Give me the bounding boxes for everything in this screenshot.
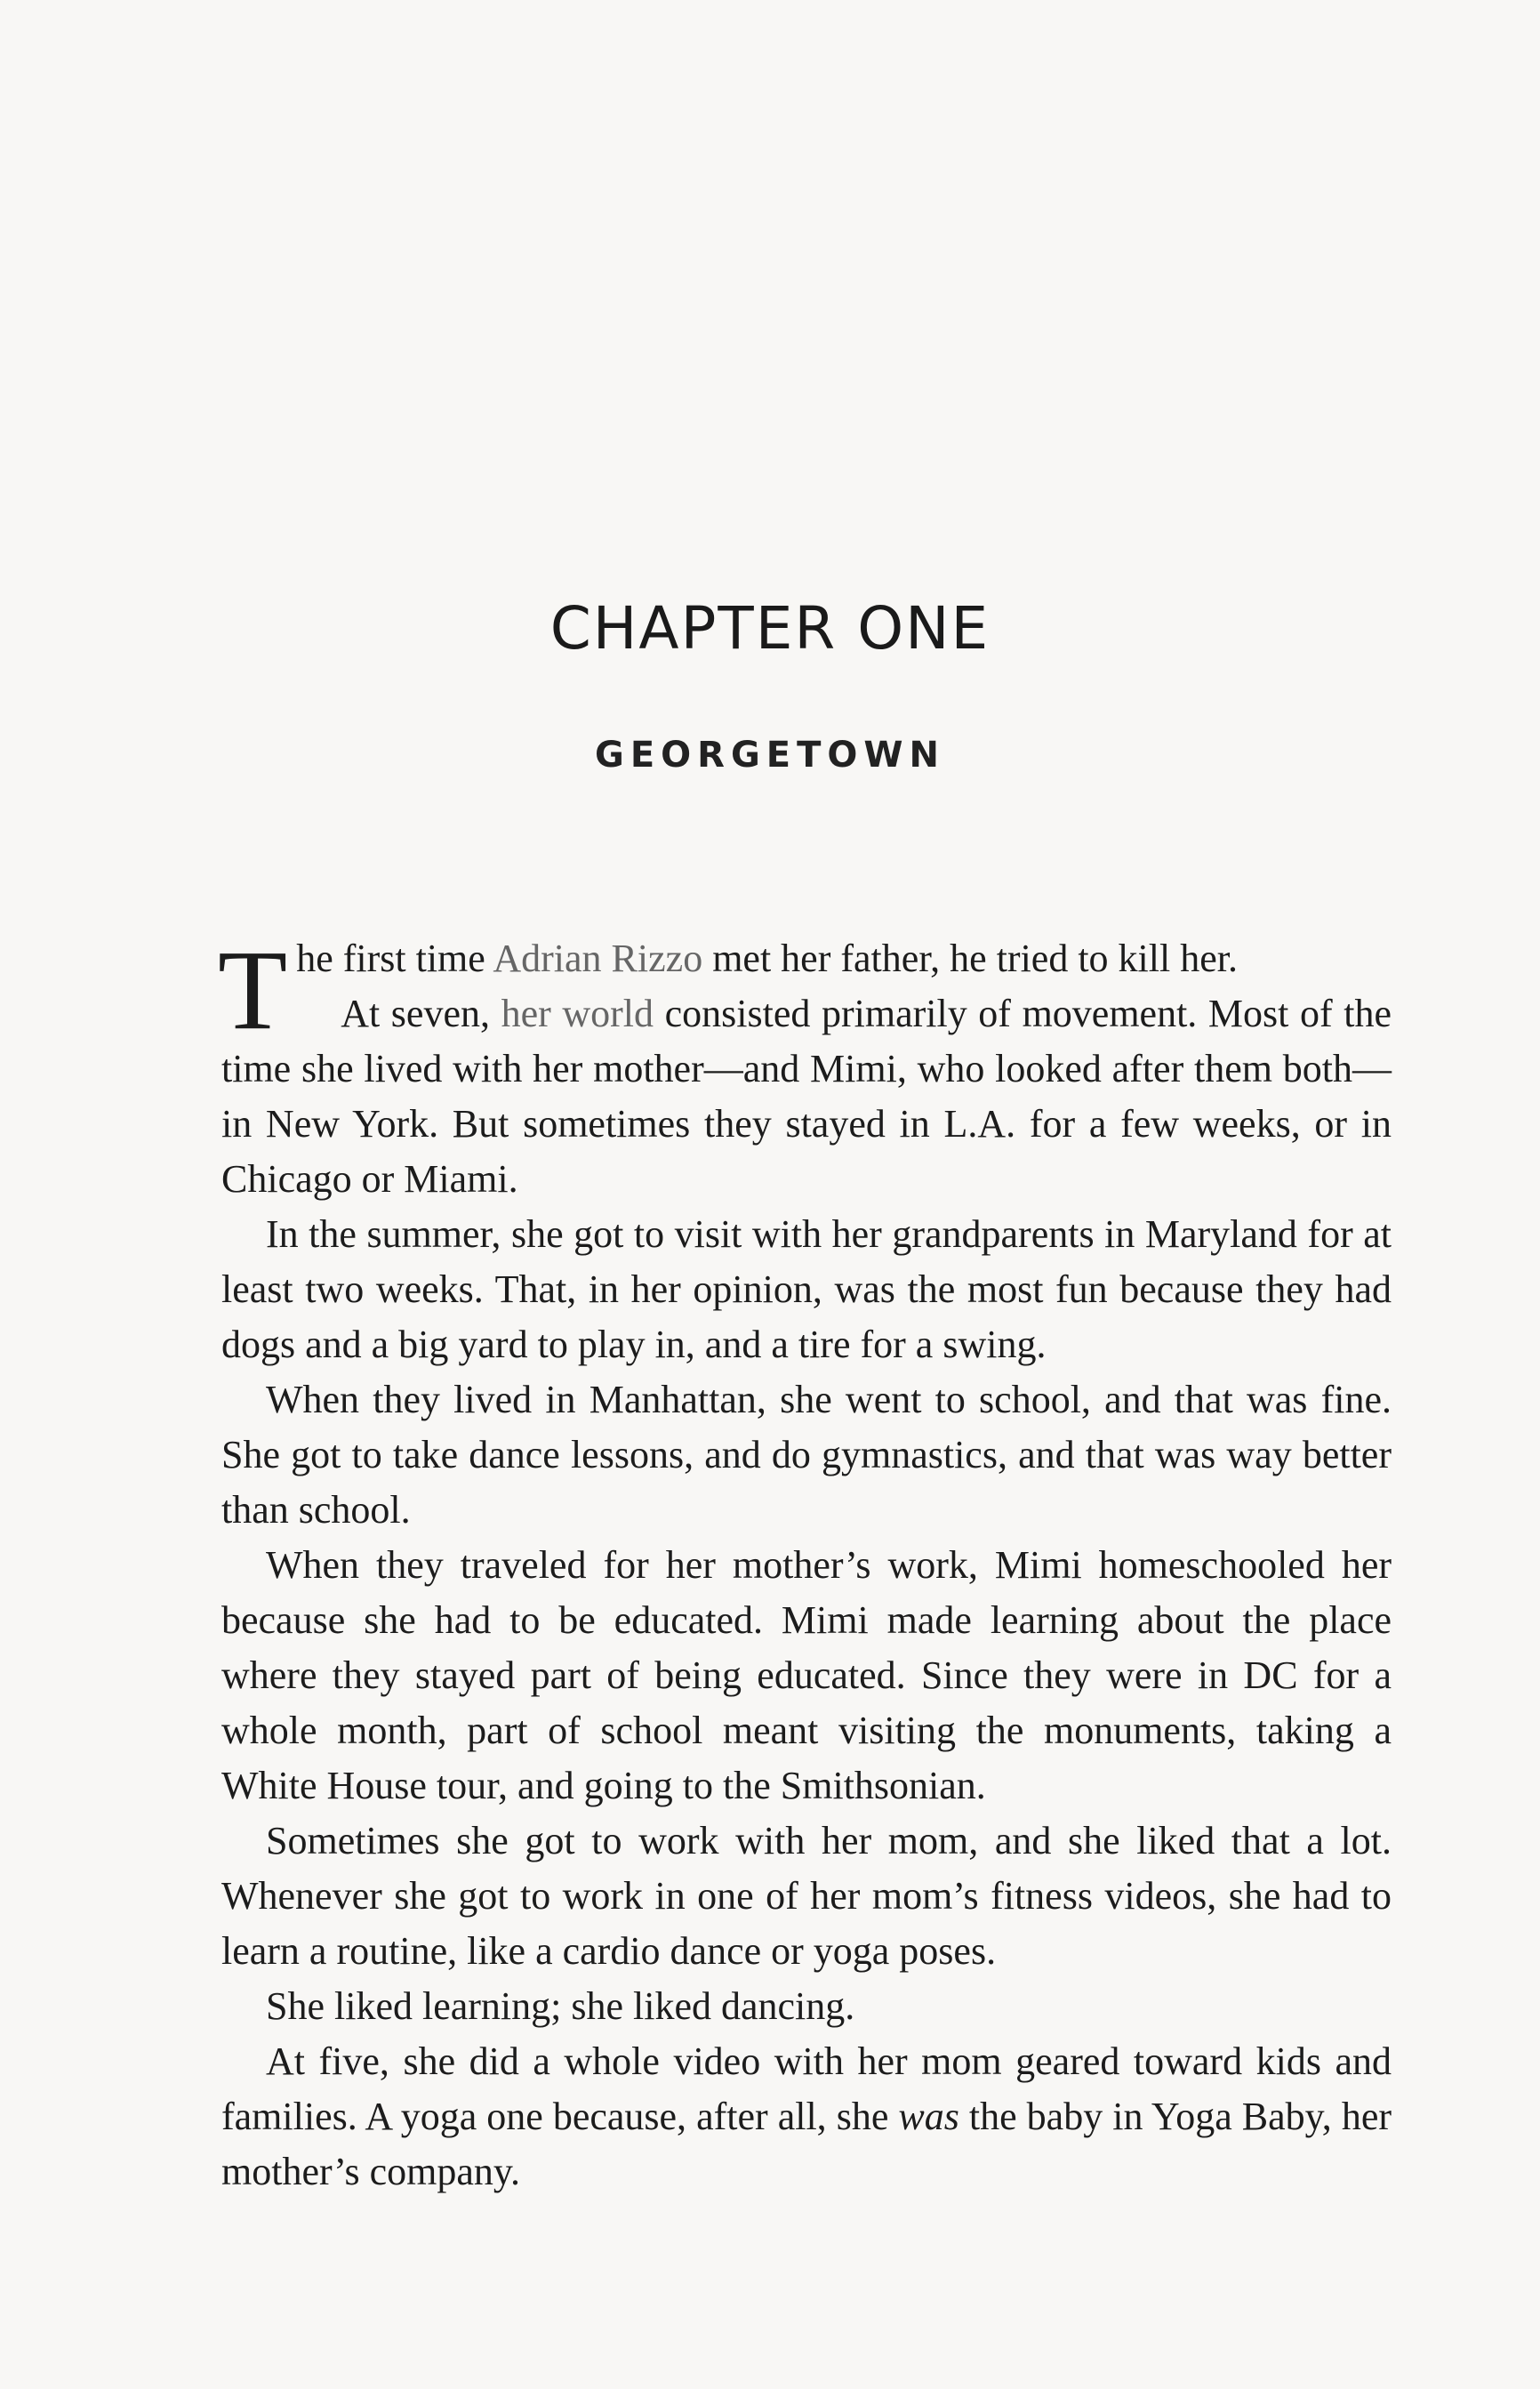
paragraph-8-emphasis: was bbox=[898, 2095, 959, 2138]
paragraph-8-text-a: At five, she did a whole video with her mom geared toward kids and families. A yoga one because, after all, she bbox=[221, 2039, 1392, 2138]
paragraph-1-text-a: he first time bbox=[296, 937, 493, 980]
paragraph-8-text-b: the baby in Yoga Baby, her mother’s company. bbox=[221, 2095, 1392, 2193]
paragraph-8 bbox=[221, 2034, 1392, 2200]
paragraph-2 bbox=[221, 986, 1392, 1207]
character-name: Adrian Rizzo bbox=[493, 937, 703, 980]
paragraph-3: In the summer, she got to visit with her grandparents in Maryland for at least two weeks. That, in her opinion, was the most fun because they had dogs and a big yard to play in, and a tire for a swing. bbox=[221, 1212, 1392, 1366]
paragraph-6: Sometimes she got to work with her mom, and she liked that a lot. Whenever she got to work in one of her mom’s fitness videos, she had to learn a routine, like a cardio dance or yoga poses. bbox=[221, 1819, 1392, 1973]
chapter-subtitle: GEORGETOWN bbox=[594, 735, 945, 776]
chapter-body bbox=[218, 927, 1392, 2200]
paragraph-2-text-b: consisted primarily of movement. Most of the time she lived with her mother—and Mimi, who looked after them both—in New York. But sometimes they stayed in L.A. for a few weeks, or in Chicago or Miami. bbox=[221, 992, 1392, 1201]
paragraph-5: When they traveled for her mother’s work, Mimi homeschooled her because she had to be educated. Mimi made learning about the place where they stayed part of being educated. Since they were in DC for a whole month, part of school meant visiting the monuments, taking a White House tour, and going to the Smithsonian. bbox=[221, 1543, 1392, 1807]
paragraph-4: When they lived in Manhattan, she went to school, and that was fine. She got to take dance lessons, and do gymnastics, and that was way better than school. bbox=[221, 1378, 1392, 1532]
paragraph-2-highlight: her world bbox=[501, 992, 654, 1035]
chapter-title: CHAPTER ONE bbox=[549, 594, 991, 663]
drop-cap: T bbox=[218, 927, 288, 1053]
paragraph-2-text-a: At seven, bbox=[341, 992, 501, 1035]
paragraph-1-text-b: met her father, he tried to kill her. bbox=[702, 937, 1238, 980]
paragraph-7: She liked learning; she liked dancing. bbox=[266, 1984, 855, 2028]
